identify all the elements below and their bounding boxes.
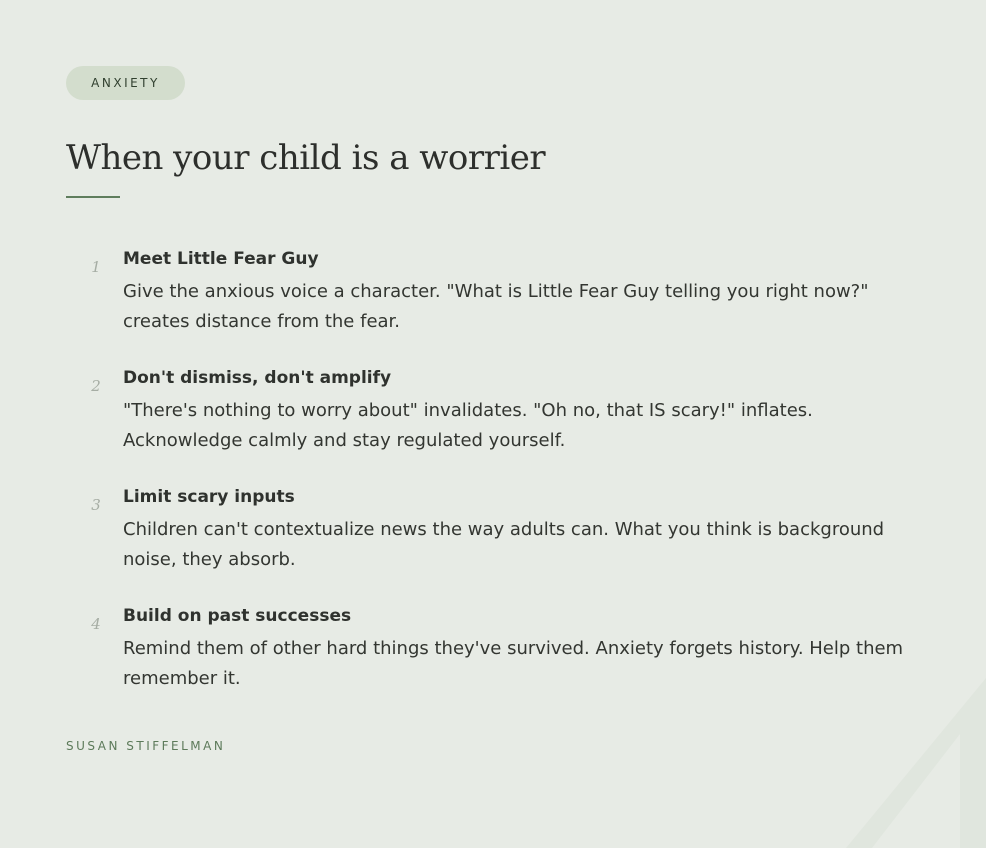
tip-title: Build on past successes xyxy=(123,606,352,626)
tip-number: 3 xyxy=(91,496,101,514)
tip-number: 4 xyxy=(91,615,101,633)
tip-description: Remind them of other hard things they've survived. Anxiety forgets history. Help them remember it. xyxy=(123,638,904,689)
tip-number: 2 xyxy=(91,377,101,395)
title-underline xyxy=(66,196,120,198)
tip-item-4 xyxy=(66,603,916,722)
tip-description: "There's nothing to worry about" invalidates. "Oh no, that IS scary!" inflates. Acknowledge calmly and stay regulated yourself. xyxy=(123,400,813,451)
tip-description: Give the anxious voice a character. "What is Little Fear Guy telling you right now?" creates distance from the fear. xyxy=(123,281,869,332)
tip-item-3 xyxy=(66,484,916,603)
tips-list xyxy=(66,246,916,722)
tip-title: Meet Little Fear Guy xyxy=(123,249,319,269)
tip-title: Limit scary inputs xyxy=(123,487,295,507)
tip-item-1 xyxy=(66,246,916,365)
category-tag: ANXIETY xyxy=(66,66,185,100)
tip-item-2 xyxy=(66,365,916,484)
author-name: SUSAN STIFFELMAN xyxy=(66,739,226,753)
tip-description: Children can't contextualize news the way adults can. What you think is background noise, they absorb. xyxy=(123,519,885,570)
tip-title: Don't dismiss, don't amplify xyxy=(123,368,392,388)
page-title: When your child is a worrier xyxy=(66,138,546,178)
tip-number: 1 xyxy=(91,258,101,276)
